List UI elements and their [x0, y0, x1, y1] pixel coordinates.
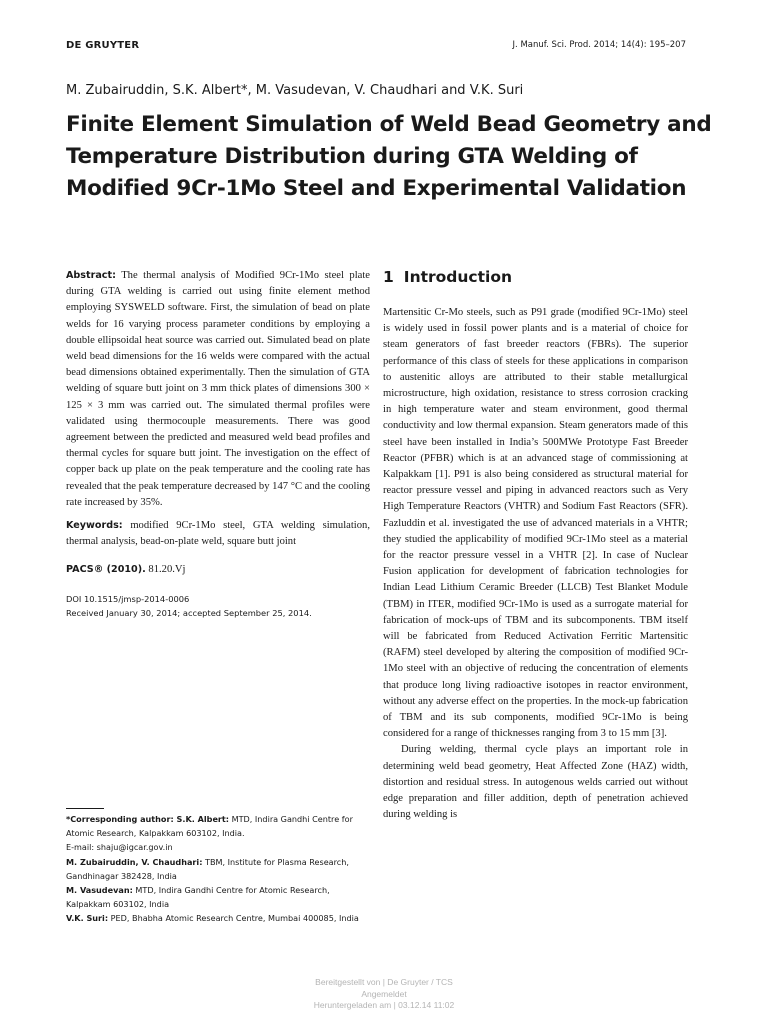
right-column	[383, 266, 688, 824]
footnote-bold: V.K. Suri:	[66, 913, 109, 924]
pacs-value: 81.20.Vj	[148, 564, 186, 576]
journal-reference: J. Manuf. Sci. Prod. 2014; 14(4): 195–207	[512, 40, 686, 50]
pacs	[66, 562, 370, 578]
section-number: 1	[383, 268, 394, 286]
footnote-text: TBM, Institute for Plasma Research, Gandhinagar 382428, India	[66, 856, 349, 881]
footnote-rule	[66, 808, 104, 809]
pacs-label: PACS® (2010).	[66, 564, 146, 576]
received-dates: Received January 30, 2014; accepted September 25, 2014.	[66, 607, 312, 618]
intro-paragraph: Martensitic Cr-Mo steels, such as P91 grade (modified 9Cr-1Mo) steel is widely used in fossil power plants and is a material of choice for steam generators of fast breeder reactors (FBRs). The superior performance of this class of steels for these applications in comparison to austenitic alloys are attributed to their stable metallurgical microstructure, high oxidation, resistance to stress corrosion cracking in high temperature water and steam environment, good thermal conductivity and low thermal expansion. Steam generators made of this steel have been installed in India’s 500MWe Prototype Fast Breeder Reactor (PFBR) which is at an advanced stage of commissioning at Kalpakkam [1]. P91 is also being considered as structural material for reactor pressure vessel and piping in advanced reactors such as Very High Temperature Reactors (VHTR) and Sodium Fast Reactors (SFR). Fazluddin et al. investigated the use of advanced materials in a VHTR; they studied the applicability of modified 9Cr-1Mo steel as a material for the reactor pressure vessel in a VHTR [2]. In case of Nuclear Fusion application for development of fabrication technologies for Indian Lead Lithium Ceramic Breeder (LLCB) Test Blanket Module (TBM) in ITER, modified 9Cr-1Mo is used as a surrogate material for fabrication of mock-ups of TBM and its subcomponents. TBM itself will be fabricated from Reduced Activation Ferritic Martensitic (RAFM) steel developed by altering the composition of modified 9Cr-1Mo steel with an objective of reducing the concentration of elements that produce long living radioactive isotopes in reactor environment, without any adverse effect on the properties. In the mock-up fabrication of TBM and its sub components, modified 9Cr-1Mo is being considered for a range of thicknesses ranging from 3 to 15 mm [3].	[383, 307, 688, 740]
section-heading	[383, 266, 688, 288]
author-list: M. Zubairuddin, S.K. Albert*, M. Vasudevan, V. Chaudhari and V.K. Suri	[66, 83, 524, 98]
footnote-corresponding	[66, 812, 370, 840]
footnote-bold: *Corresponding author: S.K. Albert:	[66, 814, 230, 824]
doi-link[interactable]: DOI 10.1515/jmsp-2014-0006	[66, 593, 190, 604]
watermark-line: Bereitgestellt von | De Gruyter / TCS	[315, 977, 453, 987]
watermark-line: Angemeldet	[361, 988, 407, 999]
footnote-affiliation	[66, 883, 370, 911]
abstract-text: The thermal analysis of Modified 9Cr-1Mo steel plate during GTA welding is carried out using finite element method employing SYSWELD software. First, the simulation of bead on plate welds for 16 varying process parameter conditions by employing a double ellipsoidal heat source was carried out. Simulated bead on plate weld bead dimensions for the 16 welds were compared with the actual bead dimensions obtained experimentally. Then the simulation of GTA welding of square butt joint on 3 mm thick plates of dimensions 300 × 125 × 3 mm was carried out. The simulated thermal profiles were validated using thermocouple measurements. There was good agreement between the predicted and measured weld bead profiles and thermal cycles for square butt joint. The investigation on the effect of copper back up plate on the peak temperature and the cooling rate has revealed that the peak temperature decreased by 147 °C and the cooling rate increased by 35%.	[66, 270, 370, 508]
watermark-line: Heruntergeladen am | 03.12.14 11:02	[313, 1000, 455, 1010]
intro-paragraph: During welding, thermal cycle plays an important role in determining weld bead geometry, Heat Affected Zone (HAZ) width, distortion and residual stress. In autogenous welds carried out without edge preparation and filler addition, depth of penetration achieved during welding is	[383, 744, 688, 821]
affiliation-footnotes	[66, 808, 370, 926]
footnote-email	[66, 840, 370, 854]
footnote-text: MTD, Indira Gandhi Centre for Atomic Research, Kalpakkam 603102, India.	[66, 814, 353, 839]
email-link[interactable]: E-mail: shaju@igcar.gov.in	[66, 842, 173, 853]
footnote-bold: M. Zubairuddin, V. Chaudhari:	[66, 856, 203, 867]
keywords	[66, 518, 370, 550]
publisher-name: DE GRUYTER	[66, 40, 140, 51]
keywords-label: Keywords:	[66, 520, 123, 532]
section-title: Introduction	[403, 268, 513, 286]
abstract-label: Abstract:	[66, 270, 116, 281]
footnote-bold: M. Vasudevan:	[66, 885, 133, 896]
article-meta	[66, 592, 370, 620]
left-column	[66, 268, 370, 620]
footnote-affiliation	[66, 855, 370, 883]
footnote-text: MTD, Indira Gandhi Centre for Atomic Research, Kalpakkam 603102, India	[66, 885, 330, 910]
footnote-affiliation	[66, 911, 370, 925]
abstract	[66, 268, 370, 511]
keywords-text: modified 9Cr-1Mo steel, GTA welding simulation, thermal analysis, bead-on-plate weld, square butt joint	[66, 520, 370, 548]
article-title: Finite Element Simulation of Weld Bead Geometry and Temperature Distribution during GTA Welding of Modified 9Cr-1Mo Steel and Experimental Validation	[66, 112, 712, 201]
footnote-text: PED, Bhabha Atomic Research Centre, Mumbai 400085, India	[110, 913, 359, 924]
download-watermark	[0, 977, 768, 1012]
running-header	[66, 40, 686, 56]
